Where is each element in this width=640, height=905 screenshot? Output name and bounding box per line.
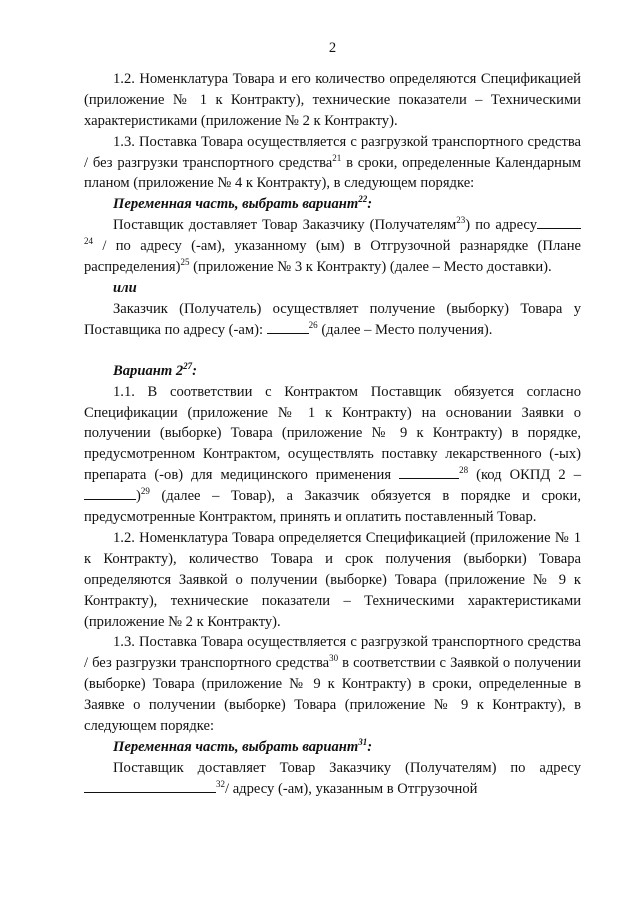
clause-text: ) bbox=[136, 488, 141, 505]
variable-part-heading bbox=[113, 194, 581, 215]
footnote-ref-28: 28 bbox=[459, 465, 469, 476]
heading-text: Вариант 2 bbox=[113, 362, 184, 379]
address-blank bbox=[84, 779, 216, 793]
page-number: 2 bbox=[328, 40, 337, 56]
heading-text: Переменная часть, выбрать вариант bbox=[113, 196, 359, 213]
variable-part-heading-2 bbox=[113, 737, 581, 758]
or-heading bbox=[113, 278, 581, 299]
footnote-ref-22: 22 bbox=[358, 194, 368, 205]
footnote-ref-29: 29 bbox=[140, 486, 150, 497]
footnote-ref-27: 27 bbox=[183, 360, 193, 371]
document-page bbox=[84, 38, 581, 800]
footnote-ref-31: 31 bbox=[358, 737, 368, 748]
drug-name-blank bbox=[399, 465, 459, 479]
paragraph-text: Поставщик доставляет Товар Заказчику (Получателям bbox=[113, 217, 457, 234]
paragraph-text: ) по адресу bbox=[465, 217, 538, 234]
address-blank bbox=[537, 215, 581, 229]
address-blank bbox=[267, 320, 309, 334]
clause-text: 1.3. Поставка Товара осуществляется с разгрузкой транспортного средства / без разгрузки транспортного средства bbox=[84, 133, 581, 171]
paragraph-text: (приложение № 3 к Контракту) (далее – Место доставки). bbox=[189, 259, 552, 276]
heading-colon: : bbox=[192, 362, 198, 379]
heading-text: Переменная часть, выбрать вариант bbox=[113, 739, 359, 755]
clause-1-3-delivery bbox=[84, 132, 581, 195]
footnote-ref-32: 32 bbox=[216, 778, 225, 789]
clause-1-1-contract bbox=[84, 382, 581, 528]
footnote-ref-30: 30 bbox=[329, 653, 339, 664]
clause-text: 1.1. В соответствии с Контрактом Поставщик обязуется согласно Спецификации (приложение № 1 к Контракту) на основании Заявки о получении (выборке) Товара (приложение № 9 к Контракту) в порядке, предусмотренном Контрактом, осуществлять поставку лекарственного (-ых) препарата (-ов) для медицинского применения bbox=[84, 383, 581, 484]
footnote-ref-25: 25 bbox=[180, 257, 190, 268]
clause-text: 1.2. Номенклатура Товара и его количество определяются Спецификацией (приложение № 1 к Контракту), технические показатели – Техническими характеристиками (приложение № 2 к Контракту). bbox=[84, 70, 581, 129]
heading-colon: : bbox=[367, 739, 373, 755]
clause-text: (далее – Товар), а Заказчик обязуется в порядке и сроки, предусмотренные Контрактом, принять и оплатить поставленный Товар. bbox=[84, 488, 581, 526]
okpd-code-blank bbox=[84, 486, 136, 500]
supplier-delivers-paragraph-2 bbox=[84, 758, 581, 800]
paragraph-text: Заказчик (Получатель) осуществляет получение (выборку) Товара у Поставщика по адресу (-ам): bbox=[84, 300, 581, 338]
footnote-ref-21: 21 bbox=[332, 152, 342, 163]
footnote-ref-24: 24 bbox=[84, 236, 93, 247]
footnote-ref-26: 26 bbox=[308, 319, 318, 330]
variant-2-heading bbox=[113, 361, 581, 382]
paragraph-text: Поставщик доставляет Товар Заказчику (Получателям) по адресу bbox=[113, 759, 581, 776]
clause-1-3-delivery-request bbox=[84, 632, 581, 737]
clause-text: 1.3. Поставка Товара осуществляется с разгрузкой транспортного средства / без разгрузки транспортного средства bbox=[84, 634, 581, 672]
clause-text: 1.2. Номенклатура Товара определяется Спецификацией (приложение № 1 к Контракту), количество Товара и срок получения (выборки) Товара определяются Заявкой о получении (выборке) Товара (приложение № 9 к Контракту), технические показатели – Техническими характеристиками (приложение № 2 к Контракту). bbox=[84, 529, 581, 630]
heading-text: или bbox=[113, 279, 137, 296]
clause-1-2-specification bbox=[84, 528, 581, 633]
paragraph-text: (далее – Место получения). bbox=[317, 321, 493, 338]
clause-1-2-nomenclature bbox=[84, 69, 581, 132]
supplier-delivers-paragraph bbox=[84, 215, 581, 278]
customer-pickup-paragraph bbox=[84, 299, 581, 341]
paragraph-text: / адресу (-ам), указанным в Отгрузочной bbox=[225, 780, 478, 797]
clause-text: (код ОКПД 2 – bbox=[468, 467, 581, 484]
clause-text: в соответствии с Заявкой о получении (выборке) Товара (приложение № 9 к Контракту) в сроки, определенные в Заявке о получении (выборке) Товара (приложение № 9 к Контракту), в следующем порядке: bbox=[84, 655, 581, 735]
paragraph-text: / по адресу (-ам), указанному (ым) в Отгрузочной разнарядке (Плане распределения) bbox=[84, 238, 581, 276]
spacer bbox=[84, 341, 581, 361]
heading-colon: : bbox=[367, 196, 373, 213]
footnote-ref-23: 23 bbox=[456, 215, 466, 226]
clause-text: в сроки, определенные Календарным планом (приложение № 4 к Контракту), в следующем порядке: bbox=[84, 154, 582, 192]
